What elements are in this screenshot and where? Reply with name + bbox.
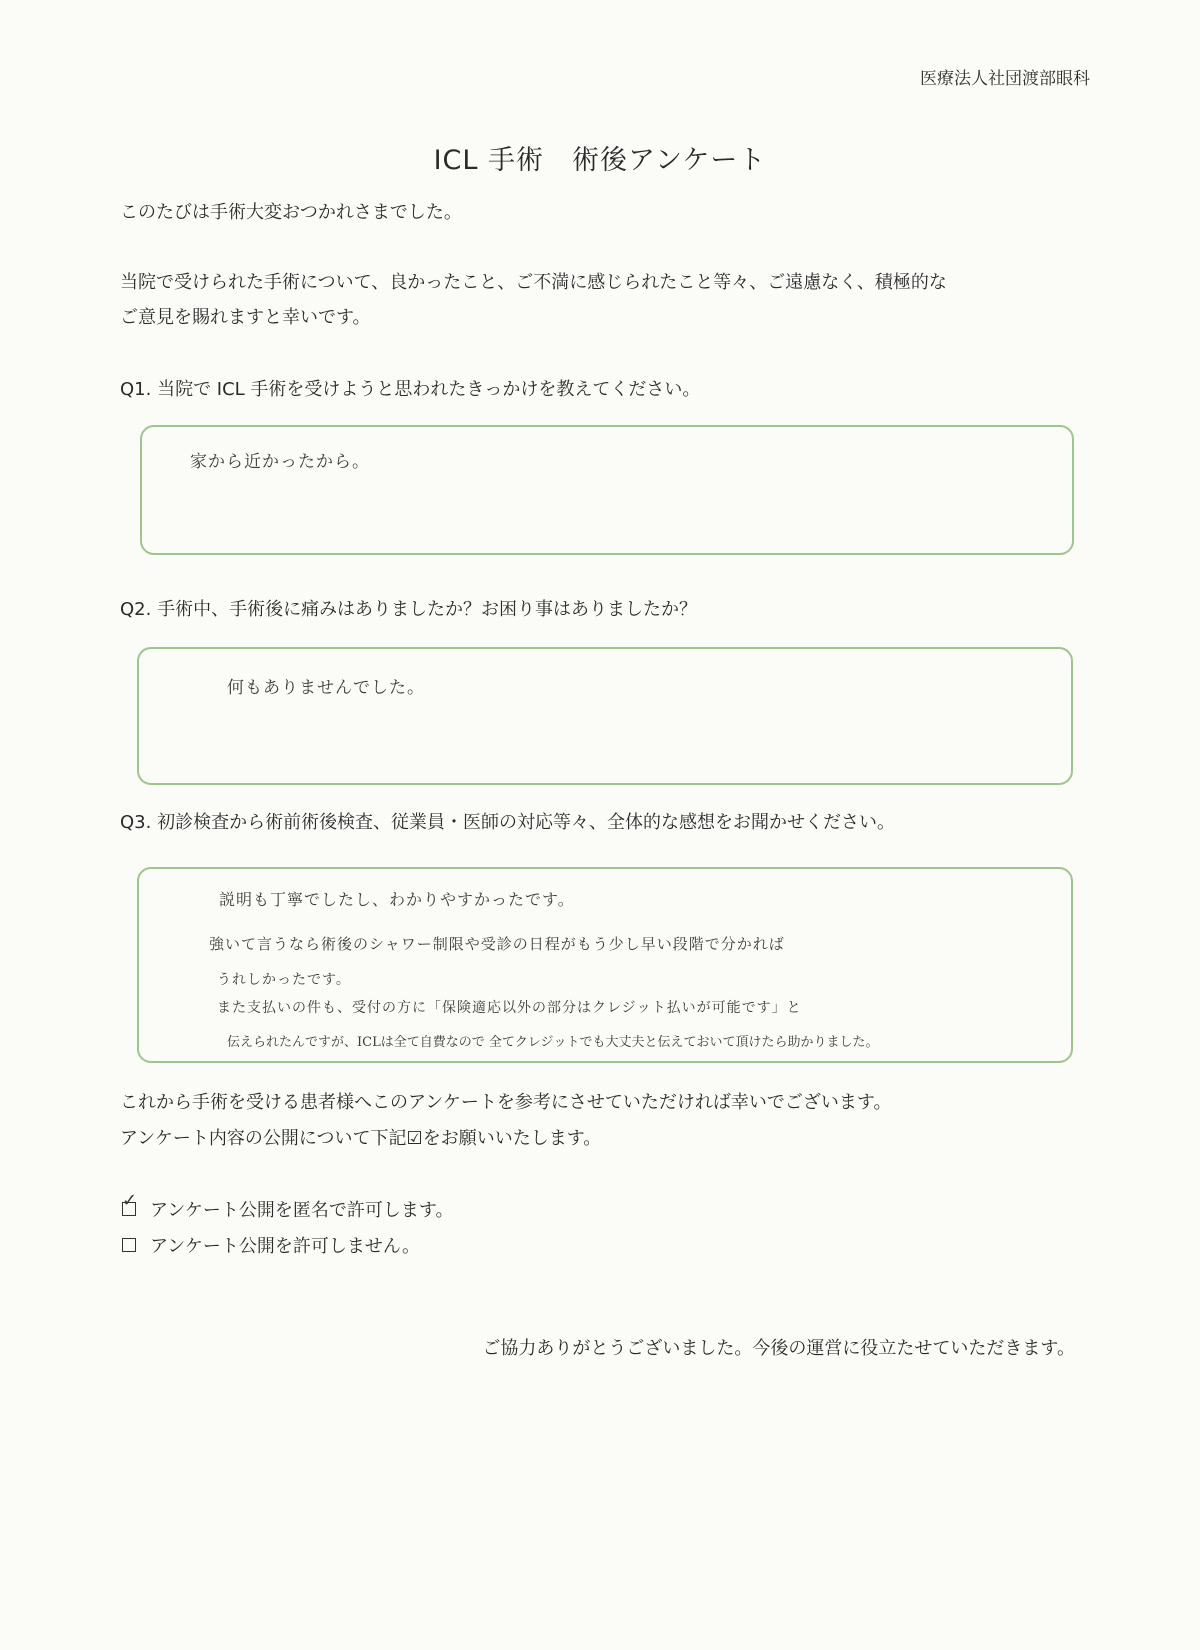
page-title: ICL 手術 術後アンケート (433, 145, 767, 176)
answer-3-line-2: 強いて言うなら術後のシャワー制限や受診の日程がもう少し早い段階で分かれば (209, 935, 785, 953)
consent-option-decline-label: アンケート公開を許可しません。 (150, 1236, 420, 1257)
clinic-name: 医療法人社団渡部眼科 (920, 69, 1090, 89)
consent-option-anonymous-label: アンケート公開を匿名で許可します。 (150, 1200, 454, 1221)
answer-1-line: 家から近かったから。 (190, 452, 370, 472)
answer-box-1 (140, 425, 1074, 555)
answer-3-line-3: うれしかったです。 (217, 972, 351, 988)
intro-request-line1: 当院で受けられた手術について、良かったこと、ご不満に感じられたこと等々、ご遠慮なく、積極的な (120, 272, 947, 293)
consent-intro-line2: アンケート内容の公開について下記☑をお願いいたします。 (120, 1128, 602, 1149)
answer-3-line-4: また支払いの件も、受付の方に「保険適応以外の部分はクレジット払いが可能です」と (217, 1000, 802, 1016)
answer-3-line-5: 伝えられたんですが、ICLは全て自費なので 全てクレジットでも大丈夫と伝えておいて頂けたら助かりました。 (227, 1035, 879, 1050)
answer-box-2 (137, 647, 1073, 785)
answer-2-line: 何もありませんでした。 (227, 678, 425, 698)
answer-box-3 (137, 867, 1073, 1063)
consent-intro-line1: これから手術を受ける患者様へこのアンケートを参考にさせていただければ幸いでございます。 (120, 1092, 892, 1113)
intro-greeting: このたびは手術大変おつかれさまでした。 (120, 202, 462, 223)
intro-request-line2: ご意見を賜れますと幸いです。 (120, 307, 371, 328)
consent-option-decline[interactable] (122, 1232, 420, 1258)
question-2: Q2. 手術中、手術後に痛みはありましたか？お困り事はありましたか？ (120, 599, 698, 620)
consent-checkbox-anonymous[interactable] (122, 1190, 138, 1216)
consent-option-anonymous[interactable] (122, 1190, 454, 1222)
question-1: Q1. 当院で ICL 手術を受けようと思われたきっかけを教えてください。 (120, 379, 701, 400)
closing-thanks: ご協力ありがとうございました。今後の運営に役立たせていただきます。 (482, 1338, 1075, 1359)
question-3: Q3. 初診検査から術前術後検査、従業員・医師の対応等々、全体的な感想をお聞かせください。 (120, 812, 896, 833)
consent-checkbox-decline[interactable] (122, 1238, 136, 1252)
check-mark-icon: ✓ (122, 1190, 138, 1211)
answer-3-line-1: 説明も丁寧でしたし、わかりやすかったです。 (219, 890, 575, 909)
